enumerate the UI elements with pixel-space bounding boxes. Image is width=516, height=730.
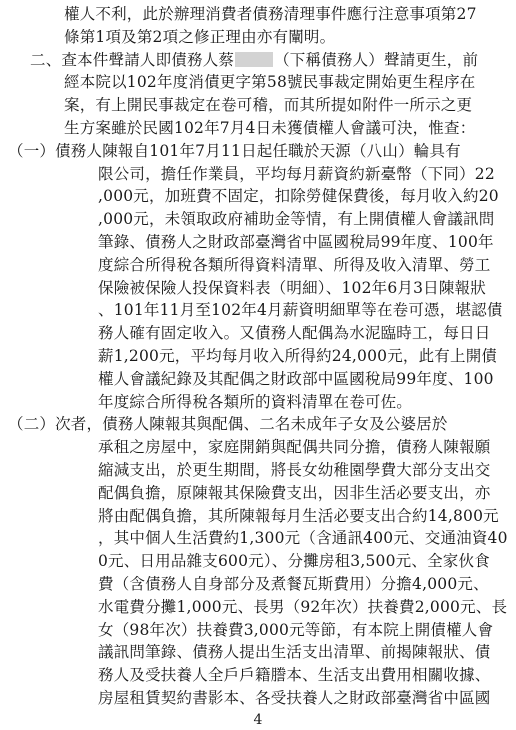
page-number: 4 (253, 712, 263, 728)
text-line: 權人會議紀錄及其配偶之財政部中區國稅局99年度、100 (98, 369, 494, 388)
text-line: ,000元，加班費不固定，扣除勞健保費後，每月收入約20 (98, 187, 499, 206)
text-line: 水電費分攤1,000元、長男（92年次）扶養費2,000元、長 (98, 597, 508, 616)
text-line: 權人不利，此於辦理消費者債務清理事件應行注意事項第27 (64, 5, 477, 23)
text-line: 生方案雖於民國102年7月4日未獲債權人會議可決，惟查： (64, 119, 476, 137)
text-line: 0元、日用品雜支600元）、分攤房租3,500元、全家伙食 (98, 552, 490, 571)
text-line: （一）債務人陳報自101年7月11日起任職於天源（八山）輪具有 (8, 141, 461, 160)
text-line: ，其中個人生活費約1,300元（含通訊400元、交通油資40 (98, 529, 508, 548)
text-line: 條第1項及第2項之修正理由亦有闡明。 (64, 27, 336, 46)
text-line-part: 二、查本件聲請人即債務人蔡 (30, 50, 235, 69)
text-line: 將由配偶負擔，其所陳報每月生活必要支出合約14,800元 (98, 506, 499, 525)
text-line: 限公司，擔任作業員，平均每月薪資約新臺幣（下同）22 (98, 164, 495, 183)
text-line: 薪1,200元，平均每月收入所得約24,000元，此有上開債 (98, 347, 498, 365)
text-line: 費（含債務人自身部分及煮餐瓦斯費用）分擔4,000元、 (98, 575, 489, 593)
text-line: （二）次者，債務人陳報其與配偶、二名未成年子女及公婆居於 (8, 415, 448, 434)
redaction-block (235, 52, 273, 67)
text-line: 務人確有固定收入。又債務人配偶為水泥臨時工，每日日 (98, 324, 491, 343)
text-line (30, 50, 504, 70)
text-line-part: （下稱債務人）聲請更生，前 (274, 50, 479, 69)
text-line: 議訊問筆錄、債務人提出生活支出清單、前揭陳報狀、債 (98, 643, 491, 662)
text-line: 房屋租賃契約書影本、各受扶養人之財政部臺灣省中區國 (98, 689, 491, 707)
text-line: 年度綜合所得稅各類所的資料清單在卷可佐。 (98, 392, 413, 411)
text-line: 配偶負擔，原陳報其保險費支出，因非生活必要支出，亦 (98, 483, 491, 502)
text-line: ,000元，未領取政府補助金等情，有上開債權人會議訊問 (98, 210, 495, 229)
text-line: 務人及受扶養人全戶戶籍謄本、生活支出費用相關收據、 (98, 666, 491, 685)
text-line: 保險被保險人投保資料表（明細）、102年6月3日陳報狀 (98, 278, 486, 297)
text-line: 案，有上開民事裁定在卷可稽，而其所提如附件一所示之更 (64, 96, 473, 115)
text-line: 度綜合所得稅各類所得資料清單、所得及收入清單、勞工 (98, 255, 491, 274)
text-line: 女（98年次）扶養費3,000元等節，有本院上開債權人會 (98, 620, 494, 639)
text-line: 經本院以102年度消債更字第58號民事裁定開始更生程序在 (64, 73, 476, 92)
text-line: 筆錄、債務人之財政部臺灣省中區國稅局99年度、100年 (98, 233, 494, 251)
text-line: 、101年11月至102年4月薪資明細單等在卷可憑，堪認債 (98, 301, 503, 320)
text-line: 承租之房屋中，家庭開銷與配偶共同分擔，債務人陳報願 (98, 438, 491, 457)
text-line: 縮減支出，於更生期間，將長女幼稚園學費大部分支出交 (98, 461, 491, 479)
